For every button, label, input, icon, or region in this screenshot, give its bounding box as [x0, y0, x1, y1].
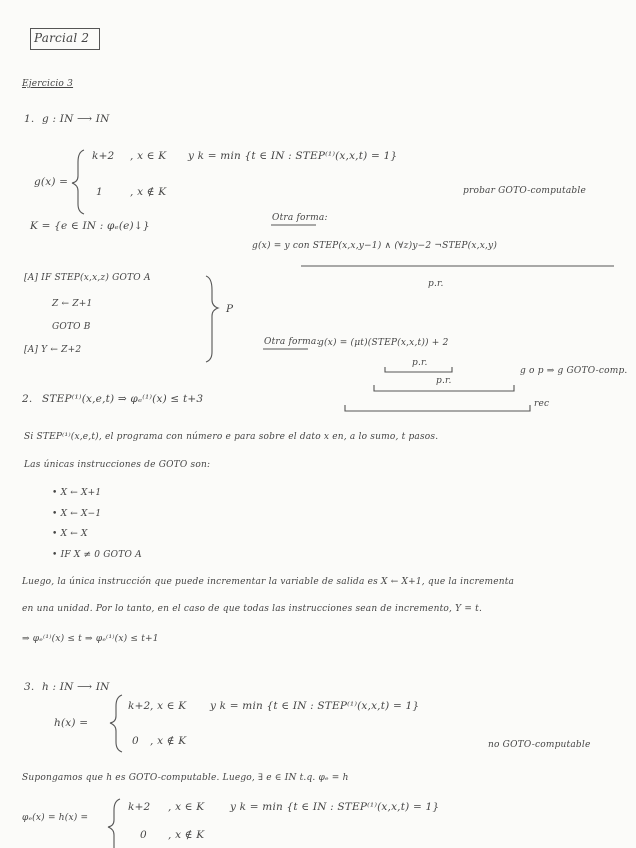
ex2-luego-line-1: Luego, la única instrucción que puede incrementar la variable de salida es X ← X+1, que la incrementa	[22, 577, 515, 587]
ex1-otra-forma-2-rec: rec	[534, 399, 550, 409]
page-title: Parcial 2	[34, 31, 90, 45]
ex1-gop-note: g o p ⇒ g GOTO-comp.	[520, 366, 628, 376]
ex1-case1-rest: y k = min {t ∈ IN : STEP⁽¹⁾(x,x,t) = 1}	[188, 150, 398, 162]
ex1-otra-forma-2: Otra forma:	[264, 337, 320, 347]
ex1-probar: probar GOTO-computable	[463, 186, 586, 196]
ex3-suppose: Supongamos que h es GOTO-computable. Luego, ∃ e ∈ IN t.q. φₑ = h	[22, 773, 349, 783]
ex1-program-line-2: Z ← Z+1	[52, 299, 93, 309]
ex3-case2-value: 0	[132, 735, 139, 747]
ex1-otra-forma-2-body: g(x) = (μt)(STEP(x,x,t)) + 2	[318, 338, 449, 348]
ex3-phi-case2-cond: , x ∉ K	[168, 829, 205, 841]
ex3-case1-value: k+2	[128, 700, 151, 712]
ex2-number: 2.	[22, 393, 33, 405]
ex3-case2-cond: , x ∉ K	[150, 735, 187, 747]
ex1-otra-forma-1-pr: p.r.	[428, 279, 444, 289]
ex3-phi-case1-rest: y k = min {t ∈ IN : STEP⁽¹⁾(x,x,t) = 1}	[230, 801, 440, 813]
ex3-phi-case2-value: 0	[140, 829, 147, 841]
ex2-conclusion: ⇒ φₑ⁽¹⁾(x) ≤ t ⇒ φₑ⁽¹⁾(x) ≤ t+1	[22, 634, 159, 644]
ex2-statement: STEP⁽¹⁾(x,e,t) ⇒ φₑ⁽¹⁾(x) ≤ t+3	[42, 393, 204, 405]
ex1-number: 1.	[24, 113, 35, 125]
ex1-case1-cond: , x ∈ K	[130, 150, 167, 162]
ex3-hx: h(x) =	[54, 717, 89, 729]
ex3-phi-case1-value: k+2	[128, 801, 151, 813]
ex1-otra-forma-1: Otra forma:	[272, 213, 328, 223]
ex3-no-goto-note: no GOTO-computable	[488, 740, 591, 750]
ex3-case1-rest: y k = min {t ∈ IN : STEP⁽¹⁾(x,x,t) = 1}	[210, 700, 420, 712]
ex1-case1-value: k+2	[92, 150, 115, 162]
ex2-instruction-2: • X ← X−1	[52, 509, 102, 519]
ex1-signature: g : IN ⟶ IN	[42, 113, 110, 125]
ex2-instruction-1: • X ← X+1	[52, 488, 102, 498]
ex1-case2-cond: , x ∉ K	[130, 186, 167, 198]
ex2-luego-line-2: en una unidad. Por lo tanto, en el caso de que todas las instrucciones sean de incremento, Y = t.	[22, 604, 483, 614]
ex3-phi-case1-cond: , x ∈ K	[168, 801, 205, 813]
ex2-instruction-4: • IF X ≠ 0 GOTO A	[52, 550, 142, 560]
ex2-instruction-3: • X ← X	[52, 529, 88, 539]
ex1-otra-forma-1-body: g(x) = y con STEP(x,x,y−1) ∧ (∀z)y−2 ¬STEP(x,x,y)	[252, 241, 498, 251]
exercise-heading: Ejercicio 3	[22, 79, 74, 89]
ex2-las-paragraph: Las únicas instrucciones de GOTO son:	[24, 460, 211, 470]
ex1-k-definition: K = {e ∈ IN : φₑ(e)↓}	[30, 220, 150, 232]
ex1-otra-forma-2-pr1: p.r.	[412, 358, 428, 368]
ex1-program-line-1: [A] IF STEP(x,x,z) GOTO A	[24, 273, 151, 283]
ex2-si-paragraph: Si STEP⁽¹⁾(x,e,t), el programa con número e para sobre el dato x en, a lo sumo, t pasos.	[24, 432, 439, 442]
ex1-otra-forma-2-pr2: p.r.	[436, 376, 452, 386]
ex1-case2-value: 1	[96, 186, 103, 198]
ex3-number: 3.	[24, 681, 35, 693]
ex3-phi-equals-h: φₑ(x) = h(x) =	[22, 813, 89, 823]
ex1-gx: g(x) =	[34, 176, 69, 188]
ex1-program-line-4: [A] Y ← Z+2	[24, 345, 82, 355]
ex1-program-label: P	[226, 303, 234, 315]
ex1-program-line-3: GOTO B	[52, 322, 91, 332]
ex3-case1-cond: , x ∈ K	[150, 700, 187, 712]
ex3-signature: h : IN ⟶ IN	[42, 681, 110, 693]
